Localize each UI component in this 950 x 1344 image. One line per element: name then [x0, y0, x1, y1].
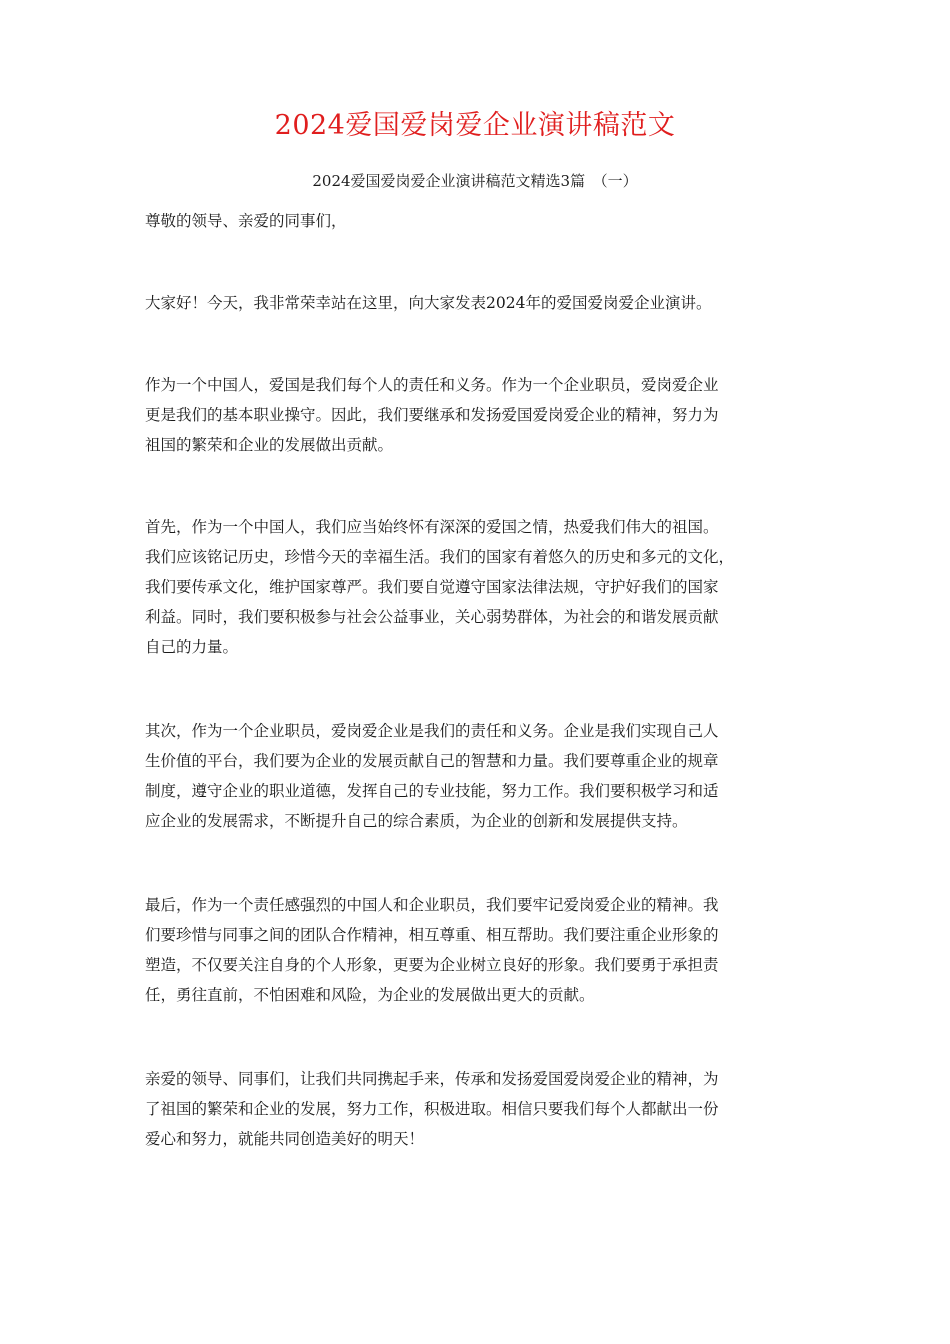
paragraph-line: 更是我们的基本职业操守。因此，我们要继承和发扬爱国爱岗爱企业的精神，努力为 — [145, 406, 719, 424]
paragraph-line: 祖国的繁荣和企业的发展做出贡献。 — [145, 436, 394, 454]
paragraph-line: 应企业的发展需求，不断提升自己的综合素质，为企业的创新和发展提供支持。 — [145, 812, 688, 830]
paragraph-line: 了祖国的繁荣和企业的发展，努力工作，积极进取。相信只要我们每个人都献出一份 — [145, 1100, 719, 1118]
paragraph-line: 利益。同时，我们要积极参与社会公益事业，关心弱势群体，为社会的和谐发展贡献 — [145, 608, 719, 626]
paragraph-line: 其次，作为一个企业职员，爱岗爱企业是我们的责任和义务。企业是我们实现自己人 — [145, 722, 719, 740]
paragraph-4 — [145, 716, 810, 836]
paragraph-2 — [145, 370, 810, 460]
document-title: 2024爱国爱岗爱企业演讲稿范文 — [274, 110, 676, 141]
paragraph-line: 任，勇往直前，不怕困难和风险，为企业的发展做出更大的贡献。 — [145, 986, 595, 1004]
paragraph-line: 亲爱的领导、同事们，让我们共同携起手来，传承和发扬爱国爱岗爱企业的精神，为 — [145, 1070, 719, 1088]
paragraph-line: 爱心和努力，就能共同创造美好的明天！ — [145, 1130, 425, 1148]
paragraph-line: 首先，作为一个中国人，我们应当始终怀有深深的爱国之情，热爱我们伟大的祖国。 — [145, 518, 719, 536]
paragraph-line: 作为一个中国人，爱国是我们每个人的责任和义务。作为一个企业职员，爱岗爱企业 — [145, 376, 719, 394]
paragraph-line: 最后，作为一个责任感强烈的中国人和企业职员，我们要牢记爱岗爱企业的精神。我 — [145, 896, 719, 914]
greeting — [145, 206, 810, 236]
paragraph-line: 塑造，不仅要关注自身的个人形象，更要为企业树立良好的形象。我们要勇于承担责 — [145, 956, 719, 974]
document-subtitle: 2024爱国爱岗爱企业演讲稿范文精选3篇 （一） — [312, 172, 638, 190]
paragraph-line: 们要珍惜与同事之间的团队合作精神，相互尊重、相互帮助。我们要注重企业形象的 — [145, 926, 719, 944]
greeting-line: 尊敬的领导、亲爱的同事们， — [145, 212, 347, 230]
paragraph-line: 生价值的平台，我们要为企业的发展贡献自己的智慧和力量。我们要尊重企业的规章 — [145, 752, 719, 770]
paragraph-line: 自己的力量。 — [145, 638, 239, 656]
paragraph-line: 我们应该铭记历史，珍惜今天的幸福生活。我们的国家有着悠久的历史和多元的文化， — [145, 548, 735, 566]
paragraph-3 — [145, 512, 810, 662]
paragraph-6 — [145, 1064, 810, 1154]
paragraph-line: 我们要传承文化，维护国家尊严。我们要自觉遵守国家法律法规，守护好我们的国家 — [145, 578, 719, 596]
paragraph-1 — [145, 288, 810, 318]
paragraph-5 — [145, 890, 810, 1010]
paragraph-line: 制度，遵守企业的职业道德，发挥自己的专业技能，努力工作。我们要积极学习和适 — [145, 782, 719, 800]
paragraph-line: 大家好！今天，我非常荣幸站在这里，向大家发表2024年的爱国爱岗爱企业演讲。 — [145, 294, 712, 312]
